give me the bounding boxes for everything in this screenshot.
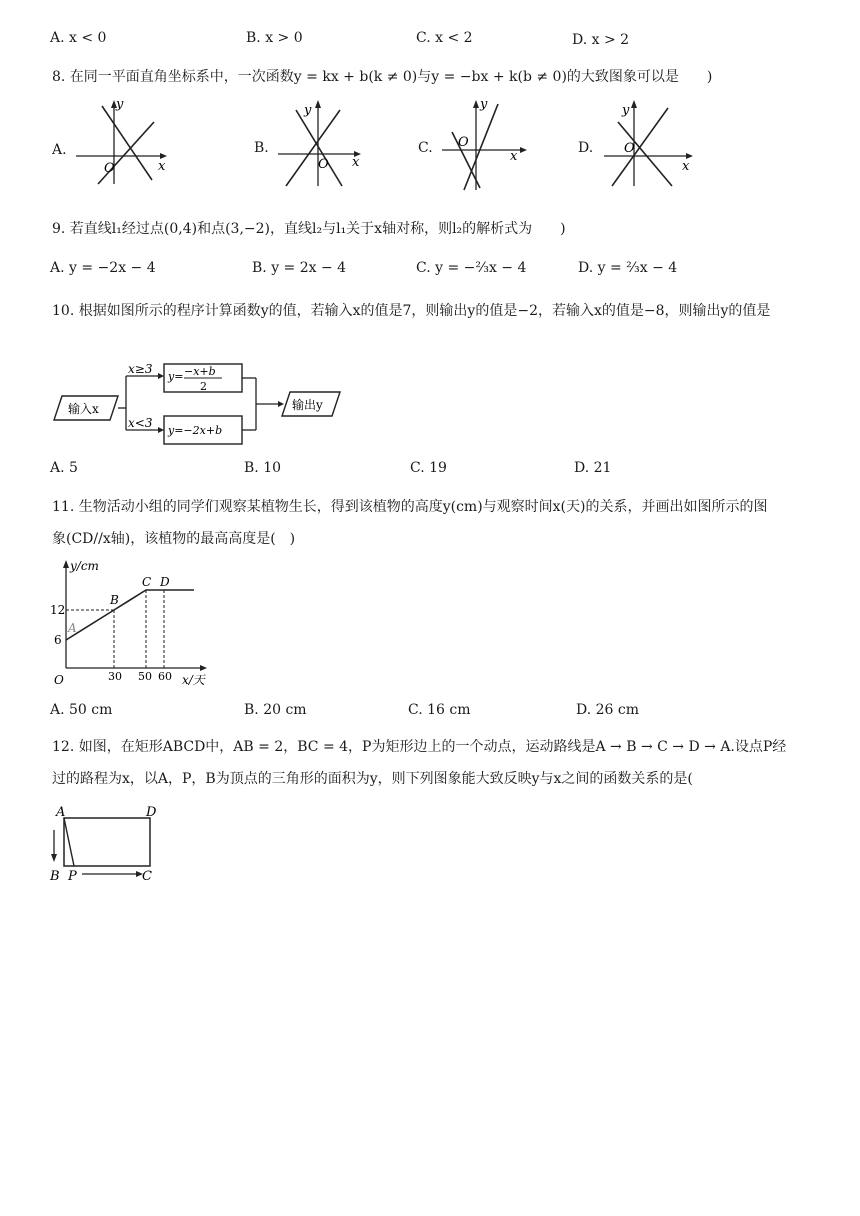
q8-option-b-letter: B. bbox=[254, 140, 269, 156]
q11-option-a: A. 50 cm bbox=[50, 702, 113, 718]
q9-option-b: B. y = 2x − 4 bbox=[252, 260, 347, 276]
xtick-60: 60 bbox=[158, 670, 172, 683]
q10-option-b: B. 10 bbox=[244, 460, 282, 476]
q7-option-b: B. x > 0 bbox=[246, 30, 303, 46]
q12-rectangle-figure bbox=[46, 800, 176, 884]
q8-stem: 8. 在同一平面直角坐标系中，一次函数y = kx + b(k ≠ 0)与y = −bx + k(b ≠ 0)的大致图象可以是 ) bbox=[52, 69, 713, 85]
q12-stem-line2: 过的路程为x，以A，P，B为顶点的三角形的面积为y，则下列图象能大致反映y与x之间的函数关系的是( bbox=[52, 771, 693, 787]
q8-option-c-letter: C. bbox=[418, 140, 433, 156]
point-p: P bbox=[68, 869, 77, 884]
origin-label: O bbox=[624, 141, 635, 156]
ytick-6: 6 bbox=[54, 633, 62, 647]
point-a: A bbox=[68, 621, 77, 635]
vertex-d: D bbox=[146, 805, 157, 820]
q8-option-a-letter: A. bbox=[52, 142, 67, 158]
q10-option-d: D. 21 bbox=[574, 460, 612, 476]
q10-flowchart bbox=[50, 362, 350, 446]
q10-stem: 10. 根据如图所示的程序计算函数y的值，若输入x的值是7，则输出y的值是−2，若输入x的值是−8，则输出y的值是 bbox=[52, 303, 771, 319]
q9-option-a: A. y = −2x − 4 bbox=[50, 260, 156, 276]
q11-option-b: B. 20 cm bbox=[244, 702, 307, 718]
q11-option-c: C. 16 cm bbox=[408, 702, 471, 718]
flow-formula-top-numerator: −x+b bbox=[184, 365, 216, 378]
x-axis-label: x bbox=[352, 155, 360, 170]
q7-option-a: A. x < 0 bbox=[50, 30, 107, 46]
flow-input-label: 输入x bbox=[68, 402, 99, 416]
q8-graph-a bbox=[72, 96, 172, 186]
q7-option-d: D. x > 2 bbox=[572, 32, 630, 48]
xtick-50: 50 bbox=[138, 670, 152, 683]
point-b: B bbox=[110, 593, 119, 607]
q9-stem: 9. 若直线l₁经过点(0,4)和点(3,−2)，直线l₂与l₁关于x轴对称，则l₂的解析式为 ) bbox=[52, 221, 566, 237]
flow-formula-top-denominator: 2 bbox=[200, 380, 207, 393]
q9-option-c: C. y = −⅔x − 4 bbox=[416, 260, 527, 276]
flow-cond-top: x≥3 bbox=[128, 362, 153, 376]
flow-cond-bottom: x<3 bbox=[128, 416, 153, 430]
x-axis-label: x bbox=[158, 159, 166, 174]
graph-xlabel: x/天 bbox=[182, 673, 205, 687]
y-axis-label: y bbox=[480, 97, 488, 112]
q11-stem-line2: 象(CD//x轴)，该植物的最高高度是( ) bbox=[52, 531, 296, 547]
vertex-c: C bbox=[142, 869, 152, 884]
x-axis-label: x bbox=[510, 149, 518, 164]
y-axis-label: y bbox=[304, 103, 312, 118]
q8-graph-d bbox=[602, 96, 702, 188]
q8-option-d-letter: D. bbox=[578, 140, 594, 156]
flow-output-label: 输出y bbox=[292, 398, 323, 412]
y-axis-label: y bbox=[116, 97, 124, 112]
x-axis-label: x bbox=[682, 159, 690, 174]
y-axis-label: y bbox=[622, 103, 630, 118]
q11-stem-line1: 11. 生物活动小组的同学们观察某植物生长，得到该植物的高度y(cm)与观察时间x(天)的关系，并画出如图所示的图 bbox=[52, 499, 768, 515]
xtick-30: 30 bbox=[108, 670, 122, 683]
q10-option-a: A. 5 bbox=[50, 460, 78, 476]
point-c: C bbox=[142, 575, 152, 589]
flow-formula-bottom: y=−2x+b bbox=[168, 424, 223, 437]
vertex-b: B bbox=[50, 869, 60, 884]
q11-option-d: D. 26 cm bbox=[576, 702, 640, 718]
q10-option-c: C. 19 bbox=[410, 460, 447, 476]
q11-graph bbox=[48, 556, 218, 692]
vertex-a: A bbox=[56, 805, 66, 820]
origin-label: O bbox=[458, 135, 469, 150]
svg-text:y=: y= bbox=[168, 370, 184, 383]
q12-stem-line1: 12. 如图，在矩形ABCD中，AB = 2，BC = 4，P为矩形边上的一个动点，运动路线是A → B → C → D → A.设点P经 bbox=[52, 739, 787, 755]
q8-graph-c bbox=[440, 96, 540, 192]
graph-ylabel: y/cm bbox=[70, 559, 99, 573]
q8-graph-b bbox=[276, 96, 376, 188]
q9-option-d: D. y = ⅔x − 4 bbox=[578, 260, 678, 276]
origin-label: O bbox=[318, 157, 329, 172]
point-d: D bbox=[160, 575, 170, 589]
origin-label: O bbox=[104, 161, 115, 176]
ytick-12: 12 bbox=[50, 603, 66, 617]
graph-origin: O bbox=[54, 673, 64, 687]
q7-option-c: C. x < 2 bbox=[416, 30, 473, 46]
